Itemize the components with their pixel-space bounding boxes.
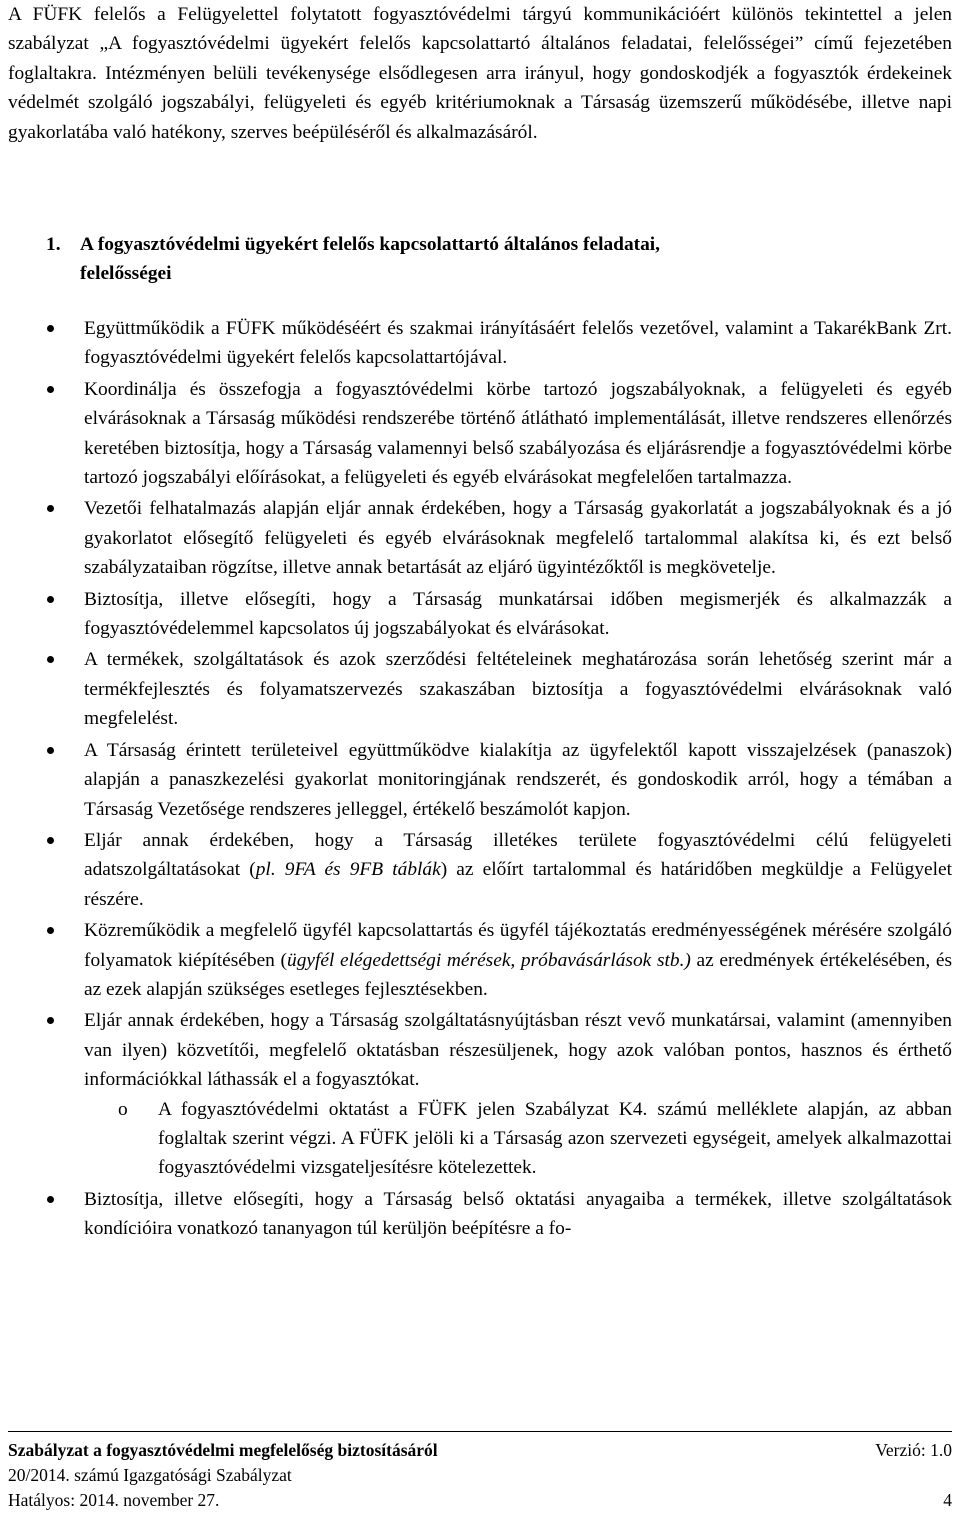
sub-list-marker: o	[118, 1098, 128, 1120]
list-item-text: Eljár annak érdekében, hogy a Társaság illetékes területe fogyasztóvédelmi célú felügyeleti adatszolgáltatásokat (	[84, 829, 952, 881]
page-number: 4	[943, 1490, 952, 1510]
list-item-text: Eljár annak érdekében, hogy a Társaság szolgáltatásnyújtásban részt vevő munkatársai, valamint (amennyiben van ilyen) közvetítői, megfelelő oktatásban részesüljenek, hogy azok valóban pontos, hasznos és érthető információkkal láthassák el a fogyasztókat.	[84, 1010, 952, 1091]
list-item	[8, 916, 952, 1004]
list-item-text: az eredmények értékelésében, és az ezek alapján szükséges esetleges fejlesztésekben.	[84, 949, 952, 1000]
duties-list	[8, 314, 952, 1246]
sub-list-item	[84, 1095, 952, 1183]
section-number: 1.	[46, 234, 61, 255]
page-footer	[8, 1431, 952, 1513]
list-item: A Társaság érintett területeivel együttműködve kialakítja az ügyfelektől kapott visszajelzések (panaszok) alapján a panaszkezelési gyakorlat monitoringjának rendszerét, és gondoskodik arról, hogy a témában a Társaság Vezetősége rendszeres jelleggel, értékelő beszámolót kapjon.	[8, 736, 952, 824]
section-title-line1: A fogyasztóvédelmi ügyekért felelős kapcsolattartó általános feladatai,	[80, 234, 661, 255]
list-item-text: ) az előírt tartalommal és határidőben megküldje a Felügyelet részére.	[84, 859, 952, 910]
list-item: Koordinálja és összefogja a fogyasztóvédelmi körbe tartozó jogszabályoknak, a felügyeleti és egyéb elvárásoknak a Társaság működési rendszerébe történő átlátható implementálását, illetve rendszeres ellenőrzés keretében biztosítja, hogy a Társaság valamennyi belső szabályozása és eljárásrendje a fogyasztóvédelmi körbe tartozó jogszabályi előírásokat, a felügyeleti és egyéb elvárásokat megfelelően tartalmazza.	[8, 375, 952, 493]
section-heading	[8, 230, 952, 289]
list-item: A termékek, szolgáltatások és azok szerződési feltételeinek meghatározása során lehetőség szerint már a termékfejlesztés és folyamatszervezés szakaszában biztosítja a fogyasztóvédelmi elvárásoknak való megfelelést.	[8, 645, 952, 733]
list-item: Vezetői felhatalmazás alapján eljár annak érdekében, hogy a Társaság gyakorlatát a jogszabályoknak és a jó gyakorlatot elősegítő felügyeleti és egyéb elvárásoknak megfelelő tartalommal alakítsa ki, és ezt belső szabályzataiban rögzítse, illetve annak betartását az eljáró ügyintézőktől is megkövetelje.	[8, 494, 952, 582]
footer-effective-date: Hatályos: 2014. november 27.	[8, 1490, 220, 1510]
list-item-italic: pl. 9FA és 9FB táblák	[255, 859, 441, 881]
footer-version: Verzió: 1.0	[875, 1440, 952, 1460]
sub-list-text: A fogyasztóvédelmi oktatást a FÜFK jelen Szabályzat K4. számú melléklete alapján, az abban foglaltak szerint végzi. A FÜFK jelöli ki a Társaság azon szervezeti egységeit, amelyek alkalmazottai fogyasztóvédelmi vizsgateljesítésre kötelezettek.	[158, 1098, 952, 1179]
list-item: Biztosítja, illetve elősegíti, hogy a Társaság munkatársai időben megismerjék és alkalmazzák a fogyasztóvédelemmel kapcsolatos új jogszabályokat és elvárásokat.	[8, 585, 952, 644]
list-item: Biztosítja, illetve elősegíti, hogy a Társaság belső oktatási anyagaiba a termékek, illetve szolgáltatások kondícióira vonatkozó tananyagon túl kerüljön beépítésre a fo-	[8, 1185, 952, 1244]
sub-list	[84, 1095, 952, 1183]
list-item	[8, 826, 952, 914]
list-item-text: Közreműködik a megfelelő ügyfél kapcsolattartás és ügyfél tájékoztatás eredményességének mérésére szolgáló folyamatok kiépítésében (	[84, 920, 952, 971]
footer-title: Szabályzat a fogyasztóvédelmi megfelelőség biztosításáról	[8, 1440, 438, 1460]
list-item	[8, 1006, 952, 1182]
section-title-line2: felelősségei	[80, 263, 172, 285]
list-item-italic: ügyfél elégedettségi mérések, próbavásárlások stb.)	[287, 949, 691, 971]
intro-paragraph: A FÜFK felelős a Felügyelettel folytatott fogyasztóvédelmi tárgyú kommunikációért különös tekintettel a jelen szabályzat „A fogyasztóvédelmi ügyekért felelős kapcsolattartó általános feladatai, felelősségei” című fejezetében foglaltakra. Intézményen belüli tevékenysége elsődlegesen arra irányul, hogy gondoskodjék a fogyasztók érdekeinek védelmét szolgáló jogszabályi, felügyeleti és egyéb kritériumoknak a Társaság üzemszerű működésébe, illetve napi gyakorlatába való hatékony, szerves beépüléséről és alkalmazásáról.	[8, 4, 952, 143]
footer-regulation: 20/2014. számú Igazgatósági Szabályzat	[8, 1465, 292, 1485]
list-item: Együttműködik a FÜFK működéséért és szakmai irányításáért felelős vezetővel, valamint a TakarékBank Zrt. fogyasztóvédelmi ügyekért felelős kapcsolattartójával.	[8, 314, 952, 373]
